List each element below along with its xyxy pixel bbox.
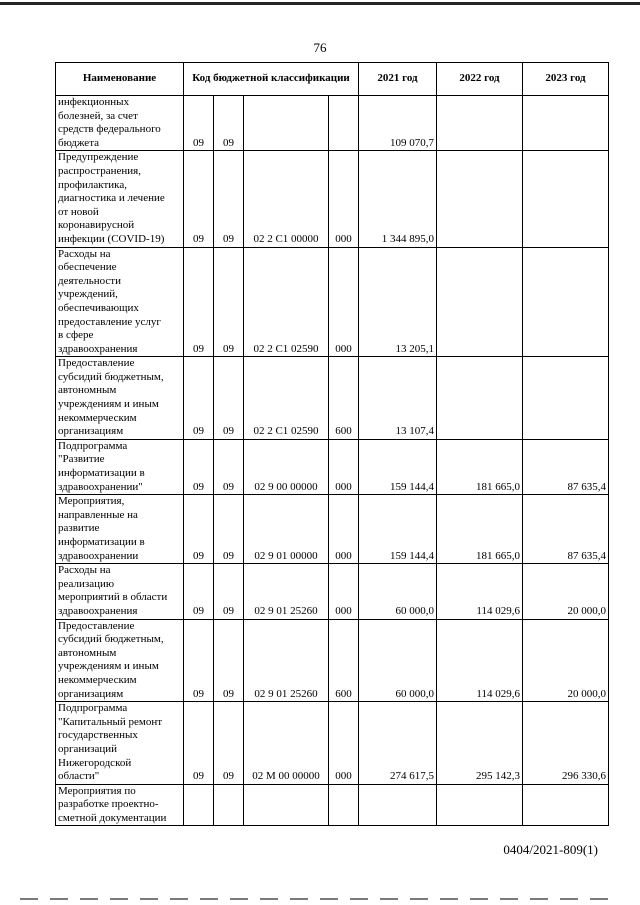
code-section: 09	[184, 96, 214, 151]
header-2021: 2021 год	[359, 63, 437, 96]
row-name-line: здравоохранении"	[58, 480, 143, 493]
row-name	[56, 495, 184, 564]
code-target-article: 02 2 С1 02590	[244, 247, 329, 357]
row-name-line: обеспечение	[58, 261, 117, 274]
amount-2023: 20 000,0	[523, 619, 609, 702]
row-name-line: диагностика и лечение	[58, 192, 165, 205]
header-name: Наименование	[56, 63, 184, 96]
code-target-article: 02 М 00 00000	[244, 702, 329, 785]
amount-2023: 296 330,6	[523, 702, 609, 785]
row-name-line: области"	[58, 770, 100, 783]
table-row	[56, 495, 609, 564]
code-subsection: 09	[214, 96, 244, 151]
code-section: 09	[184, 495, 214, 564]
row-name-line: автономным	[58, 646, 117, 659]
amount-2023	[523, 247, 609, 357]
code-subsection: 09	[214, 247, 244, 357]
code-expense-type: 000	[329, 564, 359, 619]
header-2022: 2022 год	[437, 63, 523, 96]
code-subsection: 09	[214, 439, 244, 494]
code-target-article: 02 9 01 25260	[244, 619, 329, 702]
amount-2022	[437, 247, 523, 357]
amount-2021: 13 107,4	[359, 357, 437, 440]
page-number: 76	[313, 40, 327, 55]
row-name-line: субсидий бюджетным,	[58, 370, 164, 383]
row-name-line: сметной документации	[58, 811, 167, 824]
code-subsection: 09	[214, 702, 244, 785]
row-name-line: реализацию	[58, 577, 115, 590]
code-section: 09	[184, 151, 214, 247]
amount-2023: 87 635,4	[523, 439, 609, 494]
amount-2021: 159 144,4	[359, 495, 437, 564]
row-name-line: здравоохранения	[58, 342, 138, 355]
code-target-article: 02 2 С1 00000	[244, 151, 329, 247]
row-name-line: Предупреждение	[58, 151, 139, 164]
table-body	[56, 96, 609, 826]
row-name-line: Расходы на	[58, 564, 111, 577]
row-name-line: разработке проектно-	[58, 798, 159, 811]
code-subsection: 09	[214, 151, 244, 247]
row-name-line: организациям	[58, 425, 124, 438]
amount-2022: 114 029,6	[437, 619, 523, 702]
row-name-line: деятельности	[58, 274, 121, 287]
table-row	[56, 96, 609, 151]
row-name	[56, 96, 184, 151]
row-name-line: направленные на	[58, 508, 138, 521]
amount-2023	[523, 96, 609, 151]
row-name-line: в сфере	[58, 329, 94, 342]
code-subsection: 09	[214, 495, 244, 564]
amount-2021: 60 000,0	[359, 619, 437, 702]
code-target-article: 02 9 01 25260	[244, 564, 329, 619]
row-name-line: Мероприятия по	[58, 784, 136, 797]
code-expense-type: 000	[329, 702, 359, 785]
amount-2022: 295 142,3	[437, 702, 523, 785]
row-name-line: организациям	[58, 687, 124, 700]
row-name-line: государственных	[58, 729, 138, 742]
row-name-line: "Капитальный ремонт	[58, 715, 163, 728]
code-section: 09	[184, 619, 214, 702]
row-name-line: Подпрограмма	[58, 702, 128, 715]
table-row	[56, 564, 609, 619]
amount-2023: 87 635,4	[523, 495, 609, 564]
amount-2022: 114 029,6	[437, 564, 523, 619]
code-section: 09	[184, 247, 214, 357]
table-row	[56, 151, 609, 247]
amount-2022	[437, 96, 523, 151]
amount-2021: 13 205,1	[359, 247, 437, 357]
code-section: 09	[184, 564, 214, 619]
amount-2021: 274 617,5	[359, 702, 437, 785]
row-name-line: организаций	[58, 742, 118, 755]
code-target-article	[244, 784, 329, 826]
amount-2021: 1 344 895,0	[359, 151, 437, 247]
row-name-line: субсидий бюджетным,	[58, 633, 164, 646]
header-code: Код бюджетной классификации	[184, 63, 359, 96]
row-name-line: учреждениям и иным	[58, 398, 159, 411]
row-name-line: профилактика,	[58, 178, 127, 191]
row-name-line: учреждений,	[58, 288, 118, 301]
row-name-line: "Развитие	[58, 453, 105, 466]
code-subsection: 09	[214, 619, 244, 702]
row-name	[56, 702, 184, 785]
row-name-line: бюджета	[58, 136, 100, 149]
scan-edge-bottom	[20, 898, 620, 900]
row-name	[56, 439, 184, 494]
row-name-line: информатизации в	[58, 536, 145, 548]
row-name-line: информатизации в	[58, 467, 145, 480]
table-row	[56, 619, 609, 702]
table-header-row	[56, 63, 609, 96]
row-name-line: Нижегородской	[58, 756, 132, 769]
row-name	[56, 784, 184, 826]
code-subsection	[214, 784, 244, 826]
code-subsection: 09	[214, 357, 244, 440]
row-name-line: здравоохранения	[58, 604, 138, 617]
code-section: 09	[184, 702, 214, 785]
row-name-line: распространения,	[58, 164, 141, 177]
code-expense-type: 000	[329, 439, 359, 494]
table-row	[56, 784, 609, 826]
amount-2023	[523, 357, 609, 440]
code-expense-type: 000	[329, 151, 359, 247]
row-name-line: Предоставление	[58, 357, 135, 370]
row-name-line: развитие	[58, 522, 100, 535]
amount-2022	[437, 784, 523, 826]
code-expense-type: 600	[329, 357, 359, 440]
row-name-line: предоставление услуг	[58, 315, 161, 328]
header-2023: 2023 год	[523, 63, 609, 96]
row-name	[56, 247, 184, 357]
table-row	[56, 357, 609, 440]
row-name-line: Подпрограмма	[58, 439, 128, 452]
code-expense-type	[329, 784, 359, 826]
row-name	[56, 151, 184, 247]
row-name-line: некоммерческим	[58, 411, 137, 424]
amount-2022	[437, 151, 523, 247]
code-expense-type: 000	[329, 247, 359, 357]
table-row	[56, 439, 609, 494]
amount-2023	[523, 784, 609, 826]
row-name-line: здравоохранении	[58, 549, 139, 562]
row-name-line: инфекционных	[58, 96, 130, 108]
row-name-line: автономным	[58, 384, 117, 397]
row-name-line: Мероприятия,	[58, 495, 125, 508]
code-expense-type	[329, 96, 359, 151]
row-name	[56, 564, 184, 619]
amount-2021: 60 000,0	[359, 564, 437, 619]
row-name-line: средств федерального	[58, 123, 161, 136]
amount-2023	[523, 151, 609, 247]
amount-2021: 109 070,7	[359, 96, 437, 151]
row-name-line: коронавирусной	[58, 219, 135, 232]
row-name-line: инфекции (COVID-19)	[58, 232, 165, 245]
row-name-line: обеспечивающих	[58, 301, 139, 314]
code-subsection: 09	[214, 564, 244, 619]
budget-table	[55, 62, 609, 826]
amount-2023: 20 000,0	[523, 564, 609, 619]
table-row	[56, 247, 609, 357]
row-name-line: от новой	[58, 205, 99, 218]
code-expense-type: 000	[329, 495, 359, 564]
row-name-line: Расходы на	[58, 247, 111, 260]
row-name-line: некоммерческим	[58, 673, 137, 686]
code-target-article: 02 2 С1 02590	[244, 357, 329, 440]
scan-edge-top	[0, 2, 640, 5]
row-name	[56, 619, 184, 702]
row-name-line: Предоставление	[58, 619, 135, 632]
row-name	[56, 357, 184, 440]
code-target-article	[244, 96, 329, 151]
amount-2022	[437, 357, 523, 440]
row-name-line: болезней, за счет	[58, 109, 138, 122]
code-expense-type: 600	[329, 619, 359, 702]
code-section	[184, 784, 214, 826]
row-name-line: учреждениям и иным	[58, 660, 159, 673]
code-section: 09	[184, 439, 214, 494]
code-target-article: 02 9 01 00000	[244, 495, 329, 564]
code-section: 09	[184, 357, 214, 440]
table-row	[56, 702, 609, 785]
row-name-line: мероприятий в области	[58, 591, 168, 604]
amount-2021	[359, 784, 437, 826]
amount-2022: 181 665,0	[437, 495, 523, 564]
amount-2022: 181 665,0	[437, 439, 523, 494]
document-code: 0404/2021-809(1)	[503, 842, 598, 857]
amount-2021: 159 144,4	[359, 439, 437, 494]
code-target-article: 02 9 00 00000	[244, 439, 329, 494]
